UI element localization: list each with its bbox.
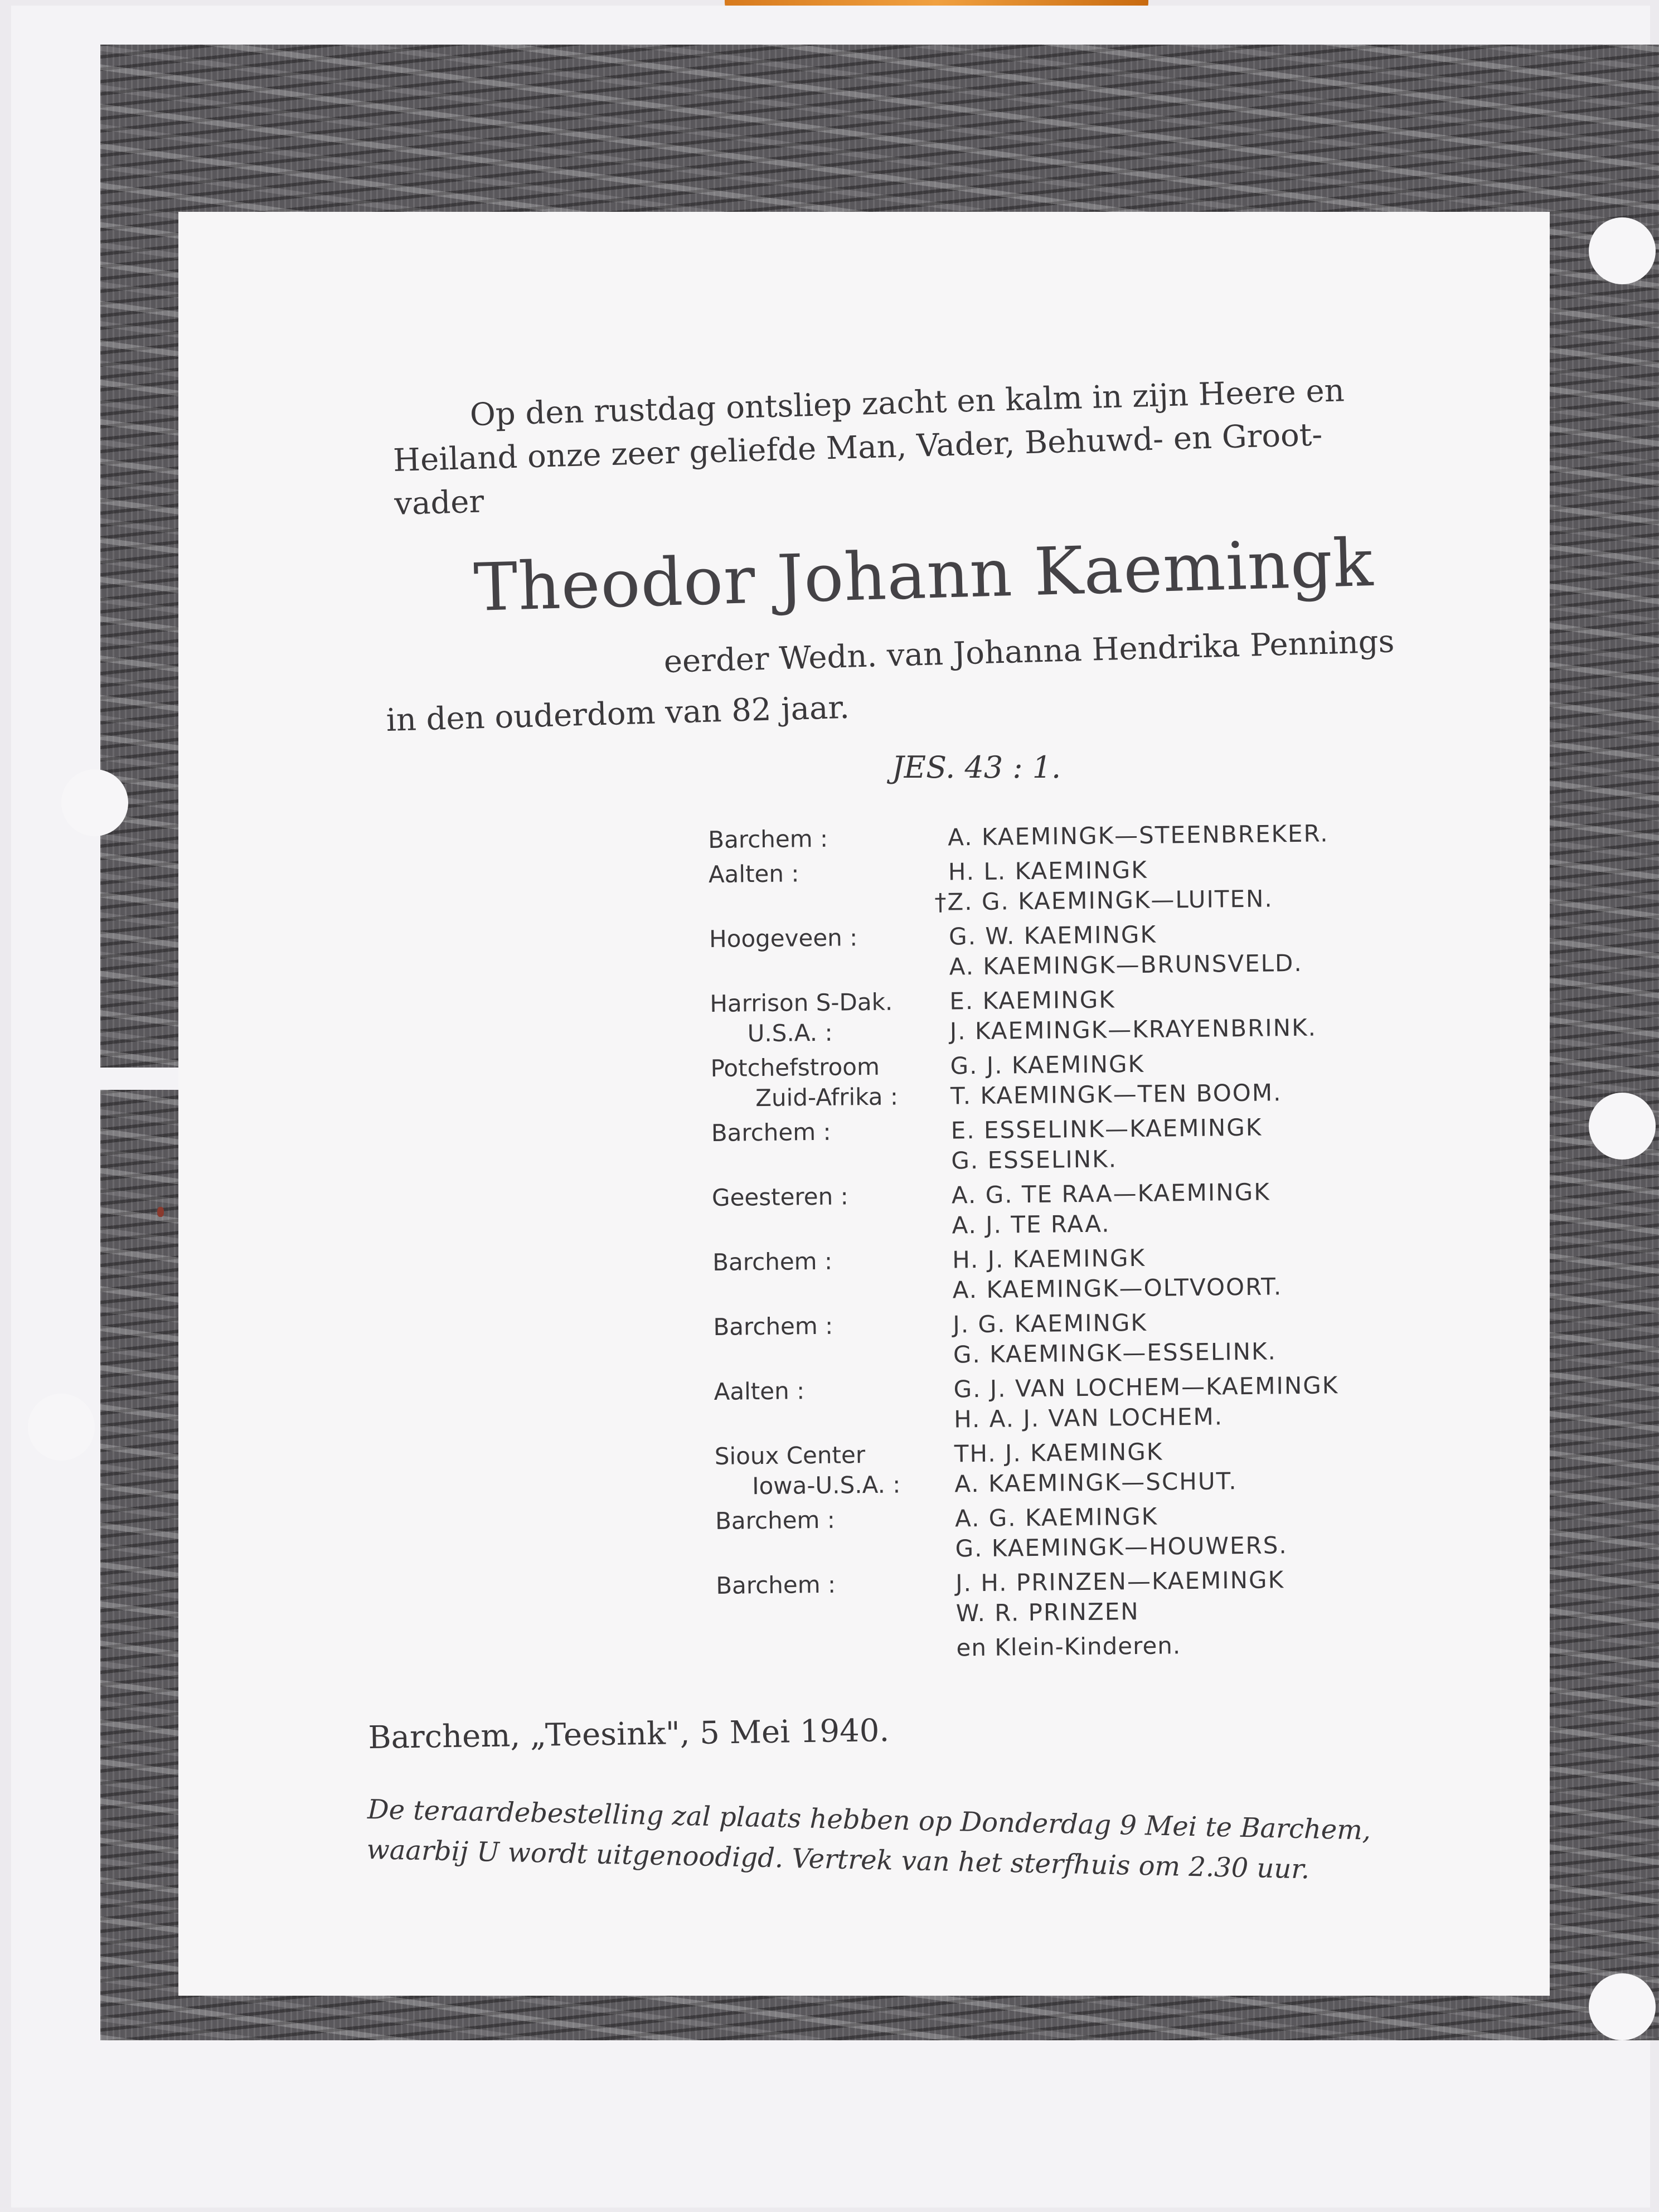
family-name: H. J. KAEMINGK [952,1244,1146,1274]
family-name: A. KAEMINGK—SCHUT. [954,1467,1238,1498]
family-place: Barchem : [713,1312,833,1341]
family-name: E. ESSELINK—KAEMINGK [950,1113,1263,1144]
family-group [715,1498,1507,1566]
intro-line: Op den rustdag ontsliep zacht en kalm in zijn Heere en [469,372,1345,434]
punch-hole [1589,1093,1656,1160]
intro-paragraph [391,367,1415,526]
punch-hole [1589,1973,1656,2040]
family-name: H. A. J. VAN LOCHEM. [953,1403,1224,1433]
family-group [714,1369,1506,1437]
family-name: J. G. KAEMINGK [953,1308,1148,1338]
family-name: G. KAEMINGK—HOUWERS. [955,1531,1288,1563]
bible-verse: JES. 43 : 1. [892,750,1061,785]
family-group [716,1563,1508,1631]
family-group [713,1304,1505,1372]
family-name: A. G. KAEMINGK [954,1502,1158,1532]
family-name: G. J. VAN LOCHEM—KAEMINGK [953,1371,1339,1403]
paper-tear [11,1068,195,1090]
family-name: TH. J. KAEMINGK [954,1438,1163,1468]
family-name: G. W. KAEMINGK [948,920,1157,950]
family-name: H. L. KAEMINGK [948,856,1148,886]
family-name: E. KAEMINGK [949,986,1116,1015]
punch-hole [61,769,128,836]
place-date-line: Barchem, „Teesink", 5 Mei 1940. [368,1712,890,1756]
family-name: A. KAEMINGK—STEENBREKER. [947,819,1329,851]
family-place: Barchem : [711,1118,831,1147]
family-name: A. J. TE RAA. [952,1210,1110,1239]
family-group [708,817,1500,855]
family-place: Barchem : [712,1247,833,1276]
grandchildren-line: en Klein-Kinderen. [956,1632,1181,1662]
family-name: A. G. TE RAA—KAEMINGK [951,1178,1271,1209]
family-name: G. KAEMINGK—ESSELINK. [953,1337,1277,1369]
family-place: Sioux Center Iowa-U.S.A. : [714,1441,901,1500]
family-name: T. KAEMINGK—TEN BOOM. [950,1079,1282,1110]
family-name: †Z. G. KAEMINGK—LUITEN. [934,885,1274,916]
burial-line: waarbij U wordt uitgenoodigd. Vertrek van het sterfhuis om 2.30 uur. [366,1833,1310,1885]
family-place: Aalten : [714,1377,805,1405]
family-name: W. R. PRINZEN [955,1597,1139,1627]
burial-line: De teraardebestelling zal plaats hebben op Donderdag 9 Mei te Barchem, [367,1793,1371,1846]
family-place: Barchem : [715,1506,836,1535]
family-name: J. KAEMINGK—KRAYENBRINK. [949,1013,1317,1045]
punch-hole [1589,217,1656,284]
deceased-name: Theodor Johann Kaemingk [473,523,1375,626]
intro-line: Heiland onze zeer geliefde Man, Vader, Behuwd- en Groot- [392,416,1323,479]
family-place: Potchefstroom Zuid-Afrika : [710,1052,899,1112]
family-place: Aalten : [708,860,799,888]
family-place: Barchem : [708,824,828,853]
intro-line: vader [394,483,485,522]
stain-mark [157,1207,164,1217]
family-name: G. J. KAEMINGK [950,1050,1145,1080]
paper-sheet [11,6,1650,2208]
family-group [709,851,1501,920]
family-group [709,916,1501,984]
family-name: A. KAEMINGK—OLTVOORT. [952,1273,1283,1304]
family-group [712,1175,1504,1243]
family-group [712,1239,1505,1308]
family-place: Hoogeveen : [709,924,858,953]
family-group [710,1045,1502,1114]
death-notice-card [178,212,1550,1996]
burial-notice [366,1789,1427,1892]
family-group [710,981,1502,1049]
family-group [711,1110,1503,1178]
punch-hole [28,1394,95,1461]
widower-of-line: eerder Wedn. van Johanna Hendrika Pennings [663,623,1395,680]
family-name: A. KAEMINGK—BRUNSVELD. [949,949,1303,981]
family-place: Geesteren : [711,1182,848,1211]
family-place: Harrison S-Dak. U.S.A. : [710,988,893,1047]
family-group [715,1433,1507,1502]
family-place: Barchem : [716,1570,836,1599]
family-list [708,817,1508,1666]
age-line: in den ouderdom van 82 jaar. [386,689,850,739]
family-name: G. ESSELINK. [951,1145,1118,1175]
family-name: J. H. PRINZEN—KAEMINGK [955,1566,1285,1597]
